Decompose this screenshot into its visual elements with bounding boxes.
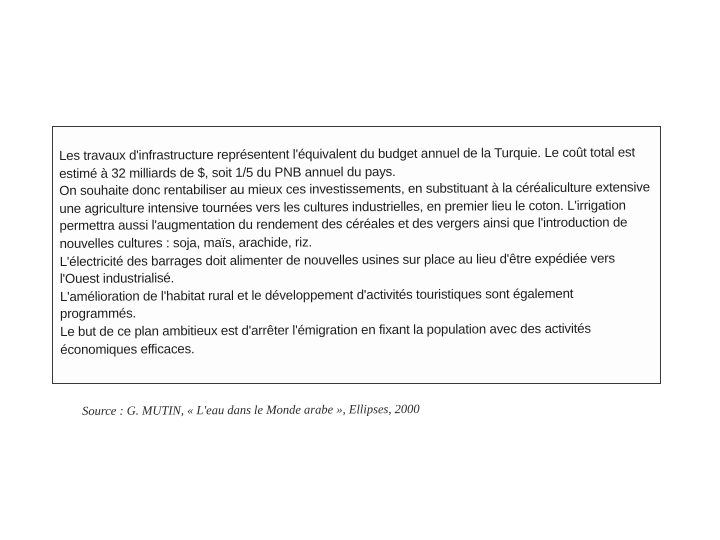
text-line: L'électricité des barrages doit alimenter de nouvelles usines sur place au lieu d'être expédiée vers: [59, 250, 615, 269]
source-citation: Source : G. MUTIN, « L'eau dans le Monde arabe », Ellipses, 2000: [82, 401, 420, 418]
text-line: économiques efficaces.: [60, 340, 195, 357]
text-line: Les travaux d'infrastructure représentent l'équivalent du budget annuel de la Turquie. Le coût total est: [59, 144, 636, 163]
text-line: estimé à 32 milliards de $, soit 1/5 du PNB annuel du pays.: [59, 163, 396, 181]
text-line: une agriculture intensive tournées vers les cultures industrielles, en premier lieu le coton. L'irrigation: [59, 197, 626, 216]
text-line: programmés.: [59, 305, 137, 322]
document-text: [59, 143, 660, 358]
text-line: L'amélioration de l'habitat rural et le développement d'activités touristiques sont également: [59, 285, 574, 304]
text-line: l'Ouest industrialisé.: [59, 270, 175, 287]
text-frame: [52, 126, 661, 384]
text-line: nouvelles cultures : soja, maïs, arachide, riz.: [59, 234, 313, 251]
text-line: Le but de ce plan ambitieux est d'arrêter l'émigration en fixant la population avec des activités: [60, 320, 591, 339]
text-line: permettra aussi l'augmentation du rendement des céréales et des vergers ainsi que l'introduction de: [59, 214, 628, 234]
text-line: On souhaite donc rentabiliser au mieux ces investissements, en substituant à la céréaliculture extensive: [59, 179, 650, 199]
